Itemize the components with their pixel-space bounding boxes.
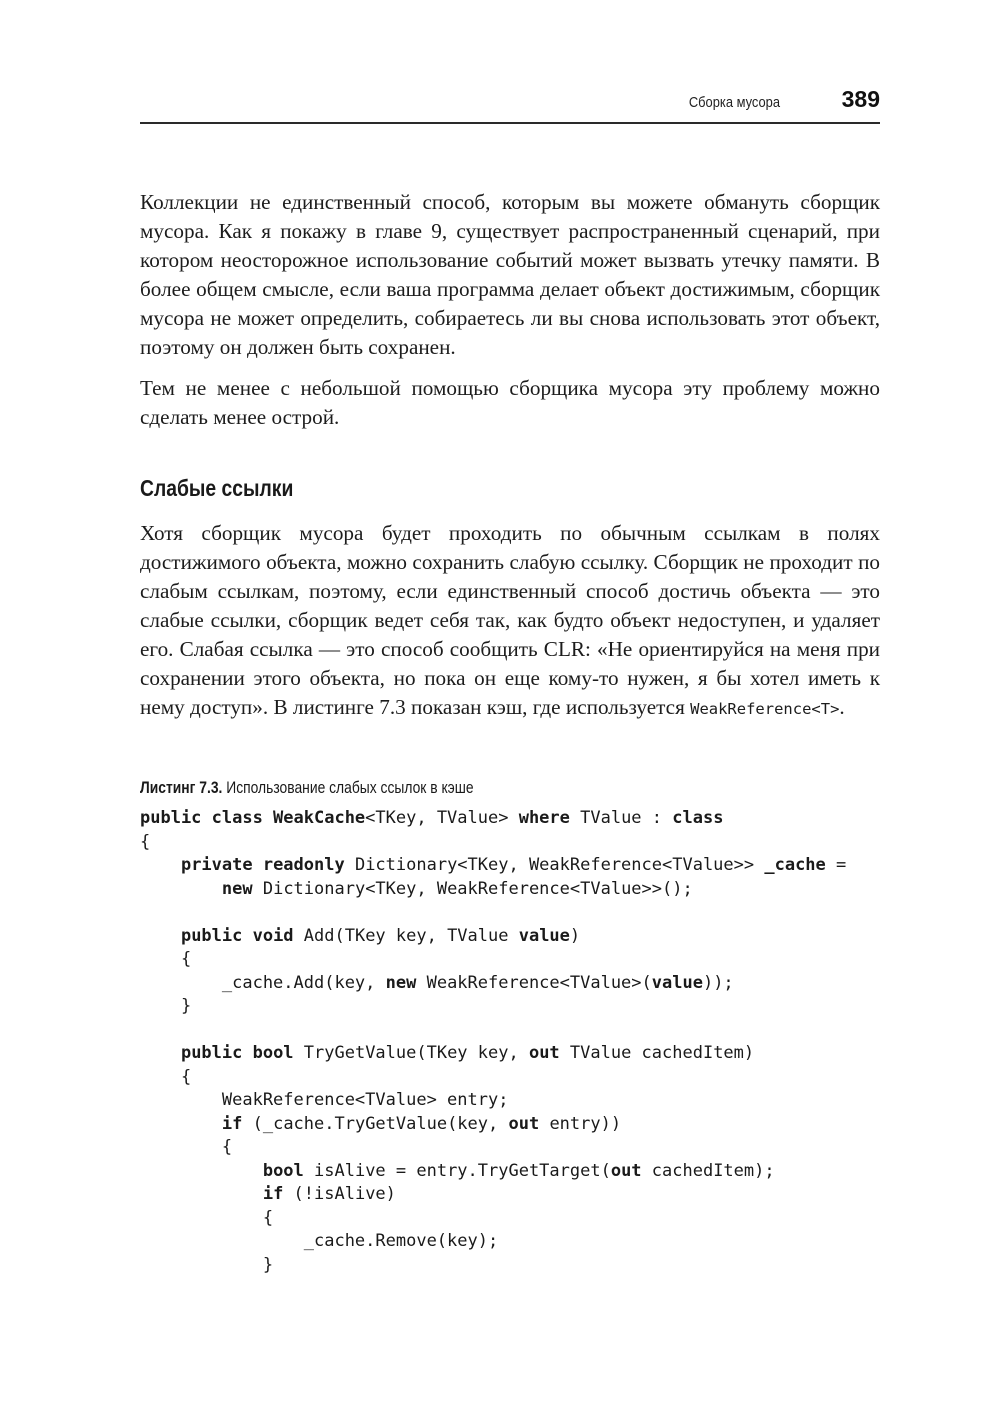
code-line bbox=[140, 1066, 846, 1090]
code-text bbox=[140, 855, 181, 875]
code-line bbox=[140, 854, 846, 878]
code-text: _cache.Add(key, bbox=[140, 972, 386, 993]
code-text bbox=[140, 1184, 263, 1204]
code-line bbox=[140, 1207, 846, 1231]
code-line bbox=[140, 807, 846, 831]
code-text bbox=[140, 1114, 222, 1134]
code-keyword: if bbox=[221, 1113, 243, 1134]
code-keyword: out bbox=[508, 1113, 540, 1134]
code-line bbox=[140, 1019, 846, 1043]
code-text: _cache.Remove(key); bbox=[140, 1231, 499, 1251]
code-keyword: public class WeakCache bbox=[140, 808, 366, 828]
code-text: { bbox=[140, 949, 192, 969]
paragraph-collections: Коллекции не единственный способ, которым вы можете обмануть сборщик мусора. Как я покажу в главе 9, существует распространенный сценарий, при котором неосторожное использование событий может вызвать утечку памяти. В более общем смысле, если ваша программа делает объект достижимым, сборщик мусора не может определить, собираетесь ли вы снова использовать этот объект, поэтому он должен быть сохранен. bbox=[140, 190, 880, 359]
code-text: Dictionary<TKey, WeakReference<TValue>>(); bbox=[252, 878, 693, 899]
listing-caption-text: Использование слабых ссылок в кэше bbox=[226, 779, 474, 797]
code-keyword: out bbox=[528, 1043, 560, 1063]
code-text: (!isAlive) bbox=[283, 1184, 396, 1204]
code-text: entry)) bbox=[539, 1113, 622, 1134]
paragraph-weak-references-end: . bbox=[839, 695, 845, 719]
paragraph-gc-help: Тем не менее с небольшой помощью сборщика мусора эту проблему можно сделать менее острой. bbox=[140, 376, 880, 429]
inline-code-weakreference: WeakReference<T> bbox=[690, 700, 840, 718]
code-text: TryGetValue(TKey key, bbox=[293, 1043, 529, 1063]
code-line bbox=[140, 878, 846, 902]
code-text bbox=[140, 879, 222, 899]
section-title: Слабые ссылки bbox=[140, 475, 294, 501]
code-text: } bbox=[140, 1254, 274, 1275]
code-text: { bbox=[140, 1066, 192, 1087]
code-line bbox=[140, 925, 846, 949]
code-text: { bbox=[140, 1207, 274, 1228]
code-text: WeakReference<TValue>( bbox=[416, 972, 652, 993]
code-text: TValue cachedItem) bbox=[559, 1043, 755, 1063]
code-keyword: value bbox=[651, 972, 703, 993]
code-text bbox=[140, 1043, 181, 1063]
code-line bbox=[140, 995, 846, 1019]
code-line bbox=[140, 1089, 846, 1113]
code-line bbox=[140, 1113, 846, 1137]
code-line bbox=[140, 948, 846, 972]
code-text: { bbox=[140, 831, 151, 852]
code-keyword: new bbox=[385, 972, 417, 993]
code-text: Add(TKey key, TValue bbox=[293, 925, 519, 946]
code-text: { bbox=[140, 1137, 233, 1157]
code-text: ) bbox=[569, 925, 581, 946]
code-text: } bbox=[140, 996, 192, 1016]
code-keyword: bool bbox=[262, 1160, 304, 1181]
code-text: Dictionary<TKey, WeakReference<TValue>> bbox=[344, 855, 765, 875]
listing-caption bbox=[140, 779, 474, 798]
page-number: 389 bbox=[841, 86, 880, 112]
code-text: <TKey, TValue> bbox=[365, 808, 519, 828]
code-keyword: private readonly bbox=[180, 855, 345, 875]
code-line bbox=[140, 1183, 846, 1207]
code-keyword: where bbox=[518, 808, 570, 828]
code-keyword: public bool bbox=[180, 1043, 294, 1063]
code-listing bbox=[140, 807, 846, 1277]
code-line bbox=[140, 972, 846, 996]
code-keyword: value bbox=[518, 925, 570, 946]
code-line bbox=[140, 831, 846, 855]
code-keyword: _cache bbox=[764, 855, 826, 875]
code-text: isAlive = entry.TryGetTarget( bbox=[303, 1160, 611, 1181]
code-line bbox=[140, 1230, 846, 1254]
paragraph-weak-references bbox=[140, 519, 880, 724]
code-text: )); bbox=[702, 972, 734, 993]
code-text: = bbox=[825, 855, 847, 875]
code-line bbox=[140, 1042, 846, 1066]
listing-label: Листинг 7.3. bbox=[140, 779, 223, 797]
code-keyword: out bbox=[610, 1160, 642, 1181]
code-text: WeakReference<TValue> entry; bbox=[140, 1090, 509, 1110]
code-keyword: new bbox=[221, 878, 253, 899]
code-text: TValue : bbox=[569, 808, 673, 828]
code-line bbox=[140, 1254, 846, 1278]
code-text bbox=[140, 926, 181, 946]
code-keyword: if bbox=[262, 1184, 284, 1204]
code-keyword: public void bbox=[180, 925, 294, 946]
code-line bbox=[140, 1136, 846, 1160]
code-text: cachedItem); bbox=[641, 1160, 775, 1181]
code-keyword: class bbox=[672, 808, 724, 828]
code-line bbox=[140, 1160, 846, 1184]
running-header bbox=[140, 86, 880, 124]
paragraph-weak-references-text: Хотя сборщик мусора будет проходить по обычным ссылкам в полях достижимого объекта, можно сохранить слабую ссылку. Сборщик не проходит по слабым ссылкам, поэтому, если единственный способ достичь объекта — это слабые ссылки, сборщик ведет себя так, как будто объект недоступен, и удаляет его. Слабая ссылка — это способ сообщить CLR: «Не ориентируйся на меня при сохранении этого объекта, но пока он еще кому-то нужен, я бы хотел иметь к нему доступ». В листинге 7.3 показан кэш, где используется bbox=[140, 521, 880, 719]
running-header-title: Сборка мусора bbox=[688, 94, 780, 111]
code-text: (_cache.TryGetValue(key, bbox=[242, 1113, 509, 1134]
code-text bbox=[140, 1161, 263, 1181]
code-line bbox=[140, 901, 846, 925]
